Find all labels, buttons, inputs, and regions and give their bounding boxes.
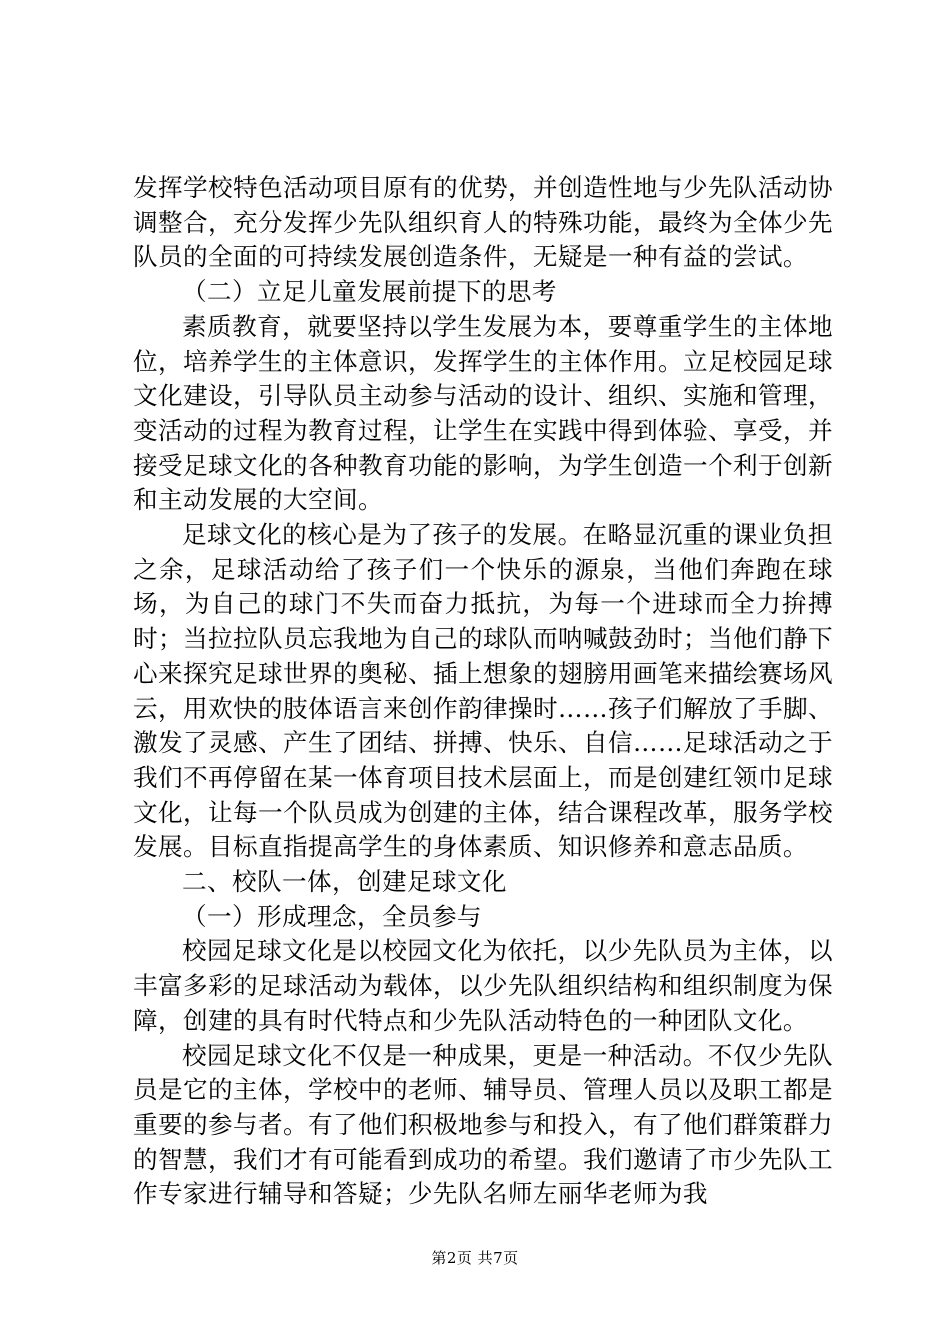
paragraph-activity-participants: 校园足球文化不仅是一种成果，更是一种活动。不仅少先队员是它的主体，学校中的老师、辅导员、管理人员以及职工都是重要的参与者。有了他们积极地参与和投入，有了他们群策群力的智慧，我们才有可能看到成功的希望。我们邀请了市少先队工作专家进行辅导和答疑；少先队名师左丽华老师为我 [133, 1040, 833, 1209]
page-number-footer: 第2页 共7页 [431, 1249, 519, 1267]
section-heading-two: 二、校队一体，创建足球文化 [182, 867, 507, 897]
paragraph-campus-football-culture: 校园足球文化是以校园文化为依托，以少先队员为主体，以丰富多彩的足球活动为载体，以少先队组织结构和组织制度为保障，创建的具有时代特点和少先队活动特色的一种团队文化。 [133, 936, 833, 1035]
subheading-concept-participation: （一）形成理念，全员参与 [182, 901, 482, 931]
paragraph-quality-education: 素质教育，就要坚持以学生发展为本，要尊重学生的主体地位，培养学生的主体意识，发挥学生的主体作用。立足校园足球文化建设，引导队员主动参与活动的设计、组织、实施和管理，变活动的过程为教育过程，让学生在实践中得到体验、享受，并接受足球文化的各种教育功能的影响，为学生创造一个利于创新和主动发展的大空间。 [133, 311, 833, 515]
paragraph-continuation: 发挥学校特色活动项目原有的优势，并创造性地与少先队活动协调整合，充分发挥少先队组织育人的特殊功能，最终为全体少先队员的全面的可持续发展创造条件，无疑是一种有益的尝试。 [133, 173, 833, 272]
subheading-child-development: （二）立足儿童发展前提下的思考 [182, 277, 557, 307]
document-body [133, 171, 833, 1212]
paragraph-football-culture-core: 足球文化的核心是为了孩子的发展。在略显沉重的课业负担之余，足球活动给了孩子们一个快乐的源泉，当他们奔跑在球场，为自己的球门不失而奋力抵抗，为每一个进球而全力拚搏时；当拉拉队员忘我地为自己的球队而呐喊鼓劲时；当他们静下心来探究足球世界的奥秘、插上想象的翅膀用画笔来描绘赛场风云，用欢快的肢体语言来创作韵律操时……孩子们解放了手脚、激发了灵感、产生了团结、拼搏、快乐、自信……足球活动之于我们不再停留在某一体育项目技术层面上，而是创建红领巾足球文化，让每一个队员成为创建的主体，结合课程改革，服务学校发展。目标直指提高学生的身体素质、知识修养和意志品质。 [133, 520, 833, 862]
